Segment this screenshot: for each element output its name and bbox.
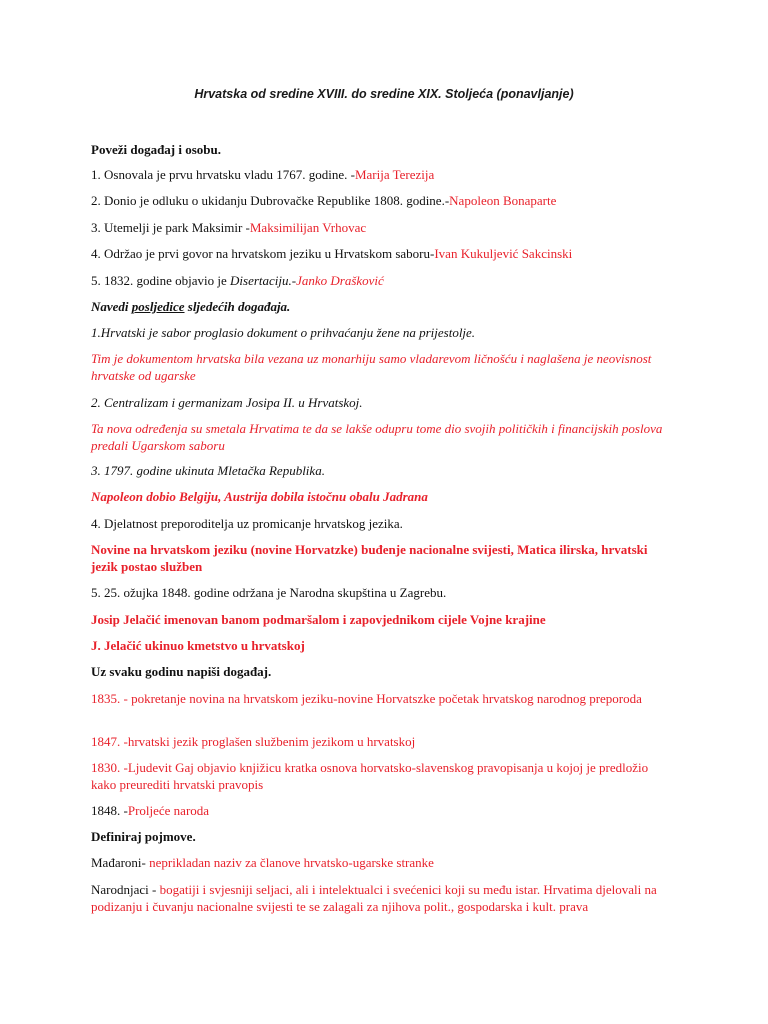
definition-madaroni (91, 854, 434, 871)
answer-text: Ivan Kukuljević Sakcinski (434, 246, 573, 261)
year-event: hrvatski jezik proglašen službenim jezikom u hrvatskoj (127, 734, 416, 749)
answer-text: Maksimilijan Vrhovac (249, 220, 367, 235)
year-item-1830 (91, 759, 671, 793)
definition: neprikladan naziv za članove hrvatsko-ugarske stranke (145, 855, 434, 870)
term: Narodnjaci - (91, 882, 157, 897)
year-item-1847 (91, 733, 415, 750)
year-label: 1848. - (91, 803, 128, 818)
answer-text: Marija Terezija (354, 167, 435, 182)
answer-text: Napoleon Bonaparte (449, 193, 557, 208)
consequence-question-5: 5. 25. ožujka 1848. godine održana je Narodna skupština u Zagrebu. (91, 585, 447, 600)
year-event: pokretanje novina na hrvatskom jeziku-novine Horvatszke početak hrvatskog narodnog preporoda (127, 691, 642, 706)
section-heading-years: Uz svaku godinu napiši događaj. (91, 664, 272, 679)
consequence-answer-4: Novine na hrvatskom jeziku (novine Horvatzke) buđenje nacionalne svijesti, Matica ilirska, hrvatski jezik postao služben (91, 542, 648, 574)
consequence-answer-5b: J. Jelačić ukinuo kmetstvo u hrvatskoj (91, 638, 305, 653)
consequence-question-3: 3. 1797. godine ukinuta Mletačka Republika. (91, 463, 325, 478)
definition-narodnjaci (91, 881, 681, 915)
connect-item-1 (91, 166, 434, 183)
consequence-answer-3: Napoleon dobio Belgiju, Austrija dobila istočnu obalu Jadrana (91, 489, 428, 504)
consequence-question-4: 4. Djelatnost preporoditelja uz promicanje hrvatskog jezika. (91, 516, 403, 531)
document-title: Hrvatska od sredine XVIII. do sredine XIX. Stoljeća (ponavljanje) (194, 87, 574, 101)
consequence-answer-1: Tim je dokumentom hrvatska bila vezana uz monarhiju samo vladarevom ličnošću i naglašena je neovisnost hrvatske od ugarske (91, 351, 652, 383)
definition: bogatiji i svjesniji seljaci, ali i intelektualci i svećenici koji su među istar. Hrvatima djelovali na podizanju i čuvanju nacionalne svijesti te se zalagali za njihova polit., gospodarska i kult. prava (91, 882, 657, 914)
section-heading-definitions: Definiraj pojmove. (91, 829, 196, 844)
section-heading-consequences (91, 298, 290, 315)
connect-item-2 (91, 192, 556, 209)
year-item-1835 (91, 690, 671, 707)
question-text: 3. Utemelji je park Maksimir - (91, 220, 250, 235)
question-italic-text: Disertaciju.- (230, 273, 297, 288)
question-text: 5. 1832. godine objavio je (91, 273, 231, 288)
connect-item-5 (91, 272, 384, 289)
consequence-answer-2: Ta nova određenja su smetala Hrvatima te da se lakše odupru tome dio svojih političkih i financijskih poslova predali Ugarskom saboru (91, 421, 663, 453)
connect-item-4 (91, 245, 572, 262)
consequence-question-1: 1.Hrvatski je sabor proglasio dokument o prihvaćanju žene na prijestolje. (91, 325, 476, 340)
heading-part: sljedećih događaja. (184, 299, 291, 314)
connect-item-3 (91, 219, 366, 236)
year-event: Proljeće naroda (127, 803, 210, 818)
term: Mađaroni- (91, 855, 146, 870)
consequence-answer-5: Josip Jelačić imenovan banom podmaršalom i zapovjednikom cijele Vojne krajine (91, 612, 546, 627)
heading-underlined-part: posljedice (131, 299, 185, 314)
question-text: 4. Održao je prvi govor na hrvatskom jeziku u Hrvatskom saboru- (91, 246, 435, 261)
section-heading-connect: Poveži događaj i osobu. (91, 142, 222, 157)
year-label: 1847. - (91, 734, 128, 749)
consequence-question-2: 2. Centralizam i germanizam Josipa II. u Hrvatskoj. (91, 395, 363, 410)
question-text: 2. Donio je odluku o ukidanju Dubrovačke Republike 1808. godine.- (91, 193, 450, 208)
answer-text: Janko Drašković (296, 273, 384, 288)
year-label: 1830. - (91, 760, 128, 775)
year-item-1848 (91, 802, 209, 819)
year-label: 1835. - (91, 691, 128, 706)
year-event: Ljudevit Gaj objavio knjižicu kratka osnova horvatsko-slavenskog pravopisanja u kojoj je predložio kako preurediti hrvatski pravopis (91, 760, 649, 792)
question-text: 1. Osnovala je prvu hrvatsku vladu 1767. godine. - (91, 167, 355, 182)
heading-part: Navedi (91, 299, 132, 314)
